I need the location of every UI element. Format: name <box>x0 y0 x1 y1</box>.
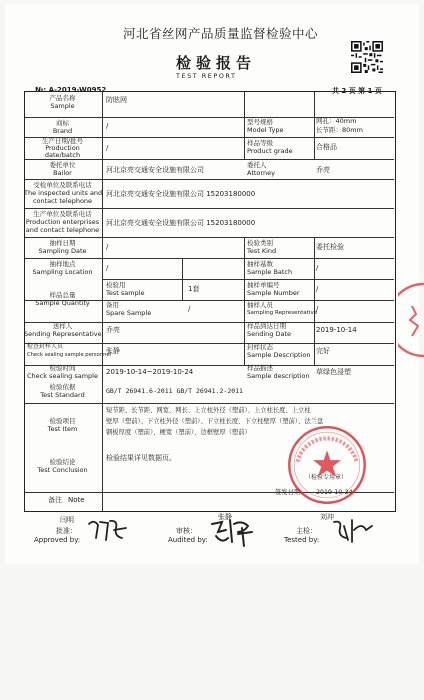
item-line-2: 壁厚（塑前）、下立柱外径（塑前）、下立柱长度、下立柱壁厚（塑前）、法兰盘 <box>106 418 324 425</box>
inspected-label-en2: contact telephone <box>32 197 93 205</box>
tested-label-cn: 主检： <box>296 527 317 535</box>
conclusion-value: 检验结果详见数据页。 <box>106 454 176 462</box>
sample-number-label-en: Sample Number <box>247 289 300 297</box>
approved-label-en: Approved by: <box>34 536 81 544</box>
bailor-label-en: Bailor <box>53 169 72 177</box>
sample-batch-label-cn: 抽样基数 <box>247 260 273 268</box>
check-person-label-cn: 检查封样人员 <box>27 343 64 350</box>
edge-seal-icon <box>398 280 424 360</box>
producer-value: 河北京亮交通安全设施有限公司 15203180000 <box>106 219 256 227</box>
model-label-en: Model Type <box>247 126 284 134</box>
sending-rep-label-cn: 送样人 <box>52 322 73 330</box>
sample-number-label-cn: 抽样单编号 <box>247 281 280 289</box>
audited-label-en: Audited by: <box>168 536 208 544</box>
issue-date-label: 签发日期： <box>275 489 307 496</box>
official-seal-icon <box>286 424 368 506</box>
sample-desc-label-cn: 封样状态 <box>247 343 273 351</box>
sending-rep-value: 乔亮 <box>106 326 120 334</box>
issuing-organization: 河北省丝网产品质量监督检验中心 <box>123 26 319 41</box>
conclusion-label-en: Test Conclusion <box>37 466 88 474</box>
test-sample-label-cn: 检验用 <box>106 281 126 289</box>
spare-label-en: Spare Sample <box>106 309 152 317</box>
qty-label-en: Sample Quantity <box>35 299 90 307</box>
attorney-label-cn: 委托人 <box>247 161 267 169</box>
test-kind-label-en: Test Kind <box>247 247 277 255</box>
tested-label-en: Tested by: <box>284 536 320 544</box>
sampling-loc-label-en: Sampling Location <box>32 268 93 276</box>
sampling-rep-label-en: Sampling Representative <box>247 310 318 316</box>
item-line-3: 钢板厚度（塑前）、梗宽（塑前）、边框壁厚（塑前） <box>106 429 251 436</box>
sample-batch-value: / <box>316 264 319 272</box>
audited-signature-icon <box>208 514 258 548</box>
stamp-text: （检验专用章） <box>305 474 348 481</box>
sample-desc-value: 完好 <box>316 347 330 355</box>
bailor-value: 河北京亮交通安全设施有限公司 <box>106 166 204 174</box>
sample-desc-label-en: Sample Description <box>247 351 311 359</box>
note-label-en: Note <box>68 496 85 504</box>
sample-batch-label-en: Sample Batch <box>247 268 293 276</box>
issue-date-value: 2019-10-24 <box>316 489 353 496</box>
tested-printed-name: 刘冲 <box>320 513 334 521</box>
brand-label-en: Brand <box>52 127 73 135</box>
report-number: №: A-2019-W0952 <box>35 86 107 94</box>
inspected-value: 河北京亮交通安全设施有限公司 15203180000 <box>106 190 256 198</box>
check-date-label-cn: 检验时间 <box>49 364 76 372</box>
sample-label-cn: 产品名称 <box>49 94 76 102</box>
brand-label-cn: 商标 <box>56 119 69 127</box>
sample-number-value: / <box>316 285 319 293</box>
model-value-1: 网孔：40mm <box>316 117 357 125</box>
sample-desc2-label-en: Sample description <box>247 372 310 380</box>
check-person-value: 张静 <box>106 347 120 355</box>
producer-label-en2: and contact telephone <box>25 226 100 234</box>
inspected-label-en1: The inspected units and <box>24 189 103 197</box>
model-label-cn: 型号规格 <box>247 118 273 126</box>
bailor-label-cn: 委托单位 <box>49 161 76 169</box>
model-value-2: 长节距：80mm <box>316 126 363 134</box>
brand-value: / <box>106 122 109 130</box>
note-label-cn: 备注 <box>48 496 62 504</box>
test-sample-label-en: Test sample <box>106 289 145 297</box>
sampling-date-label-en: Sampling Date <box>38 247 87 255</box>
sample-desc2-label-cn: 样品描述 <box>247 364 273 372</box>
sampling-date-label-cn: 抽样日期 <box>49 239 76 247</box>
standard-value: GB/T 26941.6-2011 GB/T 26941.2-2011 <box>106 387 243 395</box>
standard-label-cn: 检验依据 <box>49 383 76 391</box>
attorney-value: 乔亮 <box>316 166 330 174</box>
report-subtitle: TEST REPORT <box>176 72 237 80</box>
sampling-date-value: / <box>106 243 109 251</box>
sending-rep-label-en: Sending Representative <box>24 330 102 338</box>
audited-label-cn: 审核： <box>176 527 197 535</box>
approved-printed-name: 闫明 <box>60 516 74 524</box>
sampling-loc-label-cn: 抽样地点 <box>49 260 76 268</box>
prod-date-label-en1: Production <box>45 144 80 152</box>
qty-label-cn: 样品总量 <box>49 291 76 299</box>
check-date-label-en: Check sealing sample <box>27 372 98 380</box>
sampling-rep-value: / <box>316 305 319 313</box>
conclusion-label-cn: 检验结论 <box>49 458 76 466</box>
producer-label-cn: 生产单位及联系电话 <box>33 210 92 218</box>
page-indicator: 共 2 页 第 1 页 <box>332 87 382 95</box>
sampling-loc-value: / <box>106 264 109 272</box>
test-kind-value: 委托检验 <box>316 243 344 251</box>
audited-printed-name: 张静 <box>218 513 232 521</box>
grade-label-cn: 样品等级 <box>247 139 273 147</box>
tested-signature-icon <box>330 516 376 544</box>
sending-date-value: 2019-10-14 <box>316 326 357 334</box>
sending-date-label-cn: 样品到达日期 <box>247 322 286 330</box>
sample-value: 防眩网 <box>106 96 127 104</box>
approved-label-cn: 批准： <box>56 527 77 535</box>
test-kind-label-cn: 检验类别 <box>247 239 273 247</box>
grade-value: 合格品 <box>316 143 337 151</box>
prod-date-value: / <box>106 144 109 152</box>
attorney-label-en: Attorney <box>247 169 275 177</box>
test-sample-value: 1套 <box>188 285 200 293</box>
approved-signature-icon <box>86 516 130 544</box>
sample-desc2-value: 草绿色浸塑 <box>316 368 351 376</box>
grade-label-en: Product grade <box>247 147 293 155</box>
prod-date-label-en2: date/batch <box>44 151 81 159</box>
standard-label-en: Test Standard <box>40 391 85 399</box>
item-label-en: Test Item <box>47 425 78 433</box>
qr-code-icon <box>351 41 383 73</box>
sending-date-label-en: Sending Date <box>247 330 292 338</box>
item-label-cn: 检验项目 <box>49 417 76 425</box>
spare-label-cn: 备用 <box>106 301 119 309</box>
sample-label-en: Sample <box>50 102 75 110</box>
check-person-label-en: Check sealing sample personnel <box>27 352 112 358</box>
check-date-value: 2019-10-14~2019-10-24 <box>106 368 194 376</box>
inspected-label-cn: 受检单位及联系电话 <box>33 181 92 189</box>
prod-date-label-cn: 生产日期/批号 <box>41 137 84 145</box>
report-title: 检验报告 <box>176 54 257 72</box>
producer-label-en1: Production enterprises <box>25 218 100 226</box>
sampling-rep-label-cn: 抽样人员 <box>247 301 273 309</box>
spare-value: / <box>188 305 191 313</box>
item-line-1: 短节距、长节距、网宽、网长、上立柱外径（塑前）、上立柱长度、上立柱 <box>106 407 311 414</box>
